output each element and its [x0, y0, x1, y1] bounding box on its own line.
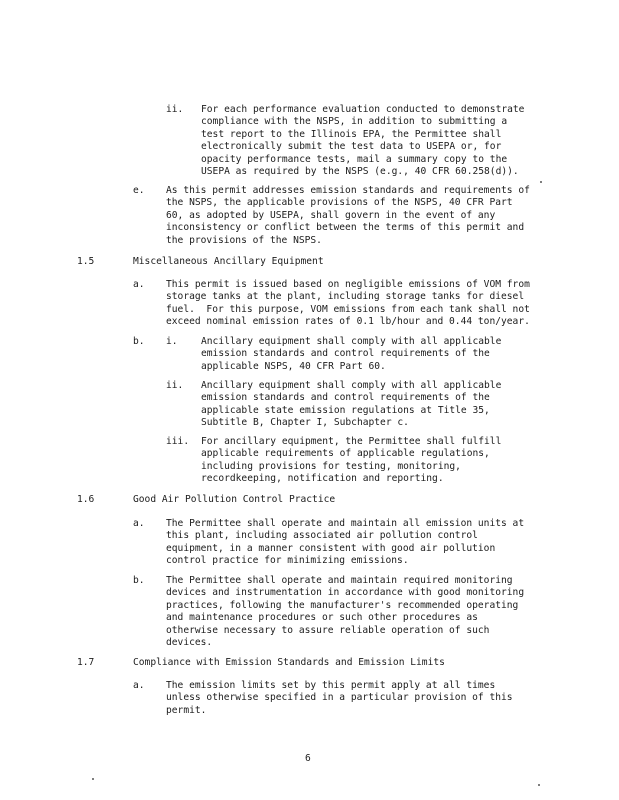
- item-letter: b.: [133, 575, 145, 586]
- text-line: For ancillary equipment, the Permittee shall fulfill: [201, 436, 502, 447]
- paragraph-nsps-test-data: [201, 104, 524, 178]
- scan-speck: [538, 784, 540, 786]
- item-number: ii.: [166, 104, 184, 115]
- text-line: test report to the Illinois EPA, the Permittee shall: [201, 128, 502, 140]
- text-line: emission standards and control requirements of the: [201, 348, 490, 360]
- text-line: Subtitle B, Chapter I, Subchapter c.: [201, 417, 409, 429]
- text-line: emission standards and control requirements of the: [201, 392, 490, 404]
- text-line: unless otherwise specified in a particular provision of this: [166, 692, 513, 704]
- scan-speck: [92, 778, 94, 780]
- text-line: applicable state emission regulations at Title 35,: [201, 404, 490, 416]
- text-line: recordkeeping, notification and reporting.: [201, 473, 444, 485]
- text-line: electronically submit the test data to USEPA or, for: [201, 141, 502, 153]
- text-line: the NSPS, the applicable provisions of the NSPS, 40 CFR Part: [166, 197, 513, 209]
- section-title: Good Air Pollution Control Practice: [133, 494, 336, 505]
- section-heading: [133, 657, 445, 669]
- item-letter: e.: [133, 185, 145, 196]
- item-number: ii.: [166, 380, 184, 391]
- paragraph-ancillary-requirements: [201, 436, 501, 486]
- text-line: The Permittee shall operate and maintain all emission units at: [166, 518, 525, 529]
- text-line: control practice for minimizing emissions.: [166, 555, 409, 567]
- item-number: i.: [166, 336, 178, 347]
- item-number: iii.: [166, 436, 190, 447]
- text-line: the provisions of the NSPS.: [166, 234, 322, 246]
- text-line: this plant, including associated air pollution control: [166, 530, 478, 542]
- paragraph-ancillary-nsps: [201, 336, 501, 373]
- text-line: devices and instrumentation in accordance with good monitoring: [166, 587, 525, 599]
- text-line: otherwise necessary to assure reliable operation of such: [166, 624, 490, 636]
- text-line: opacity performance tests, mail a summary copy to the: [201, 153, 508, 165]
- text-line: Ancillary equipment shall comply with all applicable: [201, 336, 502, 347]
- section-number: 1.6: [77, 494, 95, 505]
- paragraph-monitoring-devices: [166, 575, 524, 649]
- paragraph-nsps-govern: [166, 185, 530, 247]
- text-line: and maintenance procedures or such other procedures as: [166, 612, 478, 624]
- text-line: equipment, in a manner consistent with good air pollution: [166, 542, 496, 554]
- paragraph-ancillary-state: [201, 380, 501, 430]
- section-title: Miscellaneous Ancillary Equipment: [133, 256, 324, 267]
- text-line: fuel. For this purpose, VOM emissions from each tank shall not: [166, 303, 530, 315]
- section-number: 1.5: [77, 256, 95, 267]
- paragraph-operate-maintain: [166, 518, 524, 568]
- text-line: storage tanks at the plant, including storage tanks for diesel: [166, 291, 525, 303]
- text-line: The Permittee shall operate and maintain required monitoring: [166, 575, 513, 586]
- text-line: applicable requirements of applicable regulations,: [201, 448, 490, 460]
- text-line: The emission limits set by this permit apply at all times: [166, 680, 496, 691]
- text-line: permit.: [166, 704, 207, 716]
- item-letter: a.: [133, 279, 145, 290]
- text-line: USEPA as required by the NSPS (e.g., 40 CFR 60.258(d)).: [201, 166, 519, 178]
- section-heading: [133, 494, 335, 506]
- item-letter: a.: [133, 680, 145, 691]
- item-letter: b.: [133, 336, 145, 347]
- section-title: Compliance with Emission Standards and Emission Limits: [133, 657, 445, 668]
- paragraph-storage-tanks: [166, 279, 530, 329]
- paragraph-emission-limits: [166, 680, 513, 717]
- text-line: inconsistency or conflict between the terms of this permit and: [166, 222, 525, 234]
- text-line: exceed nominal emission rates of 0.1 lb/hour and 0.44 ton/year.: [166, 316, 530, 328]
- text-line: For each performance evaluation conducted to demonstrate: [201, 104, 525, 115]
- text-line: This permit is issued based on negligible emissions of VOM from: [166, 279, 530, 290]
- text-line: 60, as adopted by USEPA, shall govern in the event of any: [166, 209, 496, 221]
- text-line: As this permit addresses emission standards and requirements of: [166, 185, 530, 196]
- page-number: 6: [305, 753, 311, 764]
- text-line: devices.: [166, 637, 213, 649]
- item-letter: a.: [133, 518, 145, 529]
- text-line: practices, following the manufacturer's recommended operating: [166, 599, 519, 611]
- text-line: Ancillary equipment shall comply with all applicable: [201, 380, 502, 391]
- text-line: compliance with the NSPS, in addition to submitting a: [201, 116, 508, 128]
- scan-speck: [540, 181, 542, 183]
- text-line: applicable NSPS, 40 CFR Part 60.: [201, 360, 386, 372]
- text-line: including provisions for testing, monitoring,: [201, 460, 461, 472]
- section-heading: [133, 256, 324, 268]
- section-number: 1.7: [77, 657, 95, 668]
